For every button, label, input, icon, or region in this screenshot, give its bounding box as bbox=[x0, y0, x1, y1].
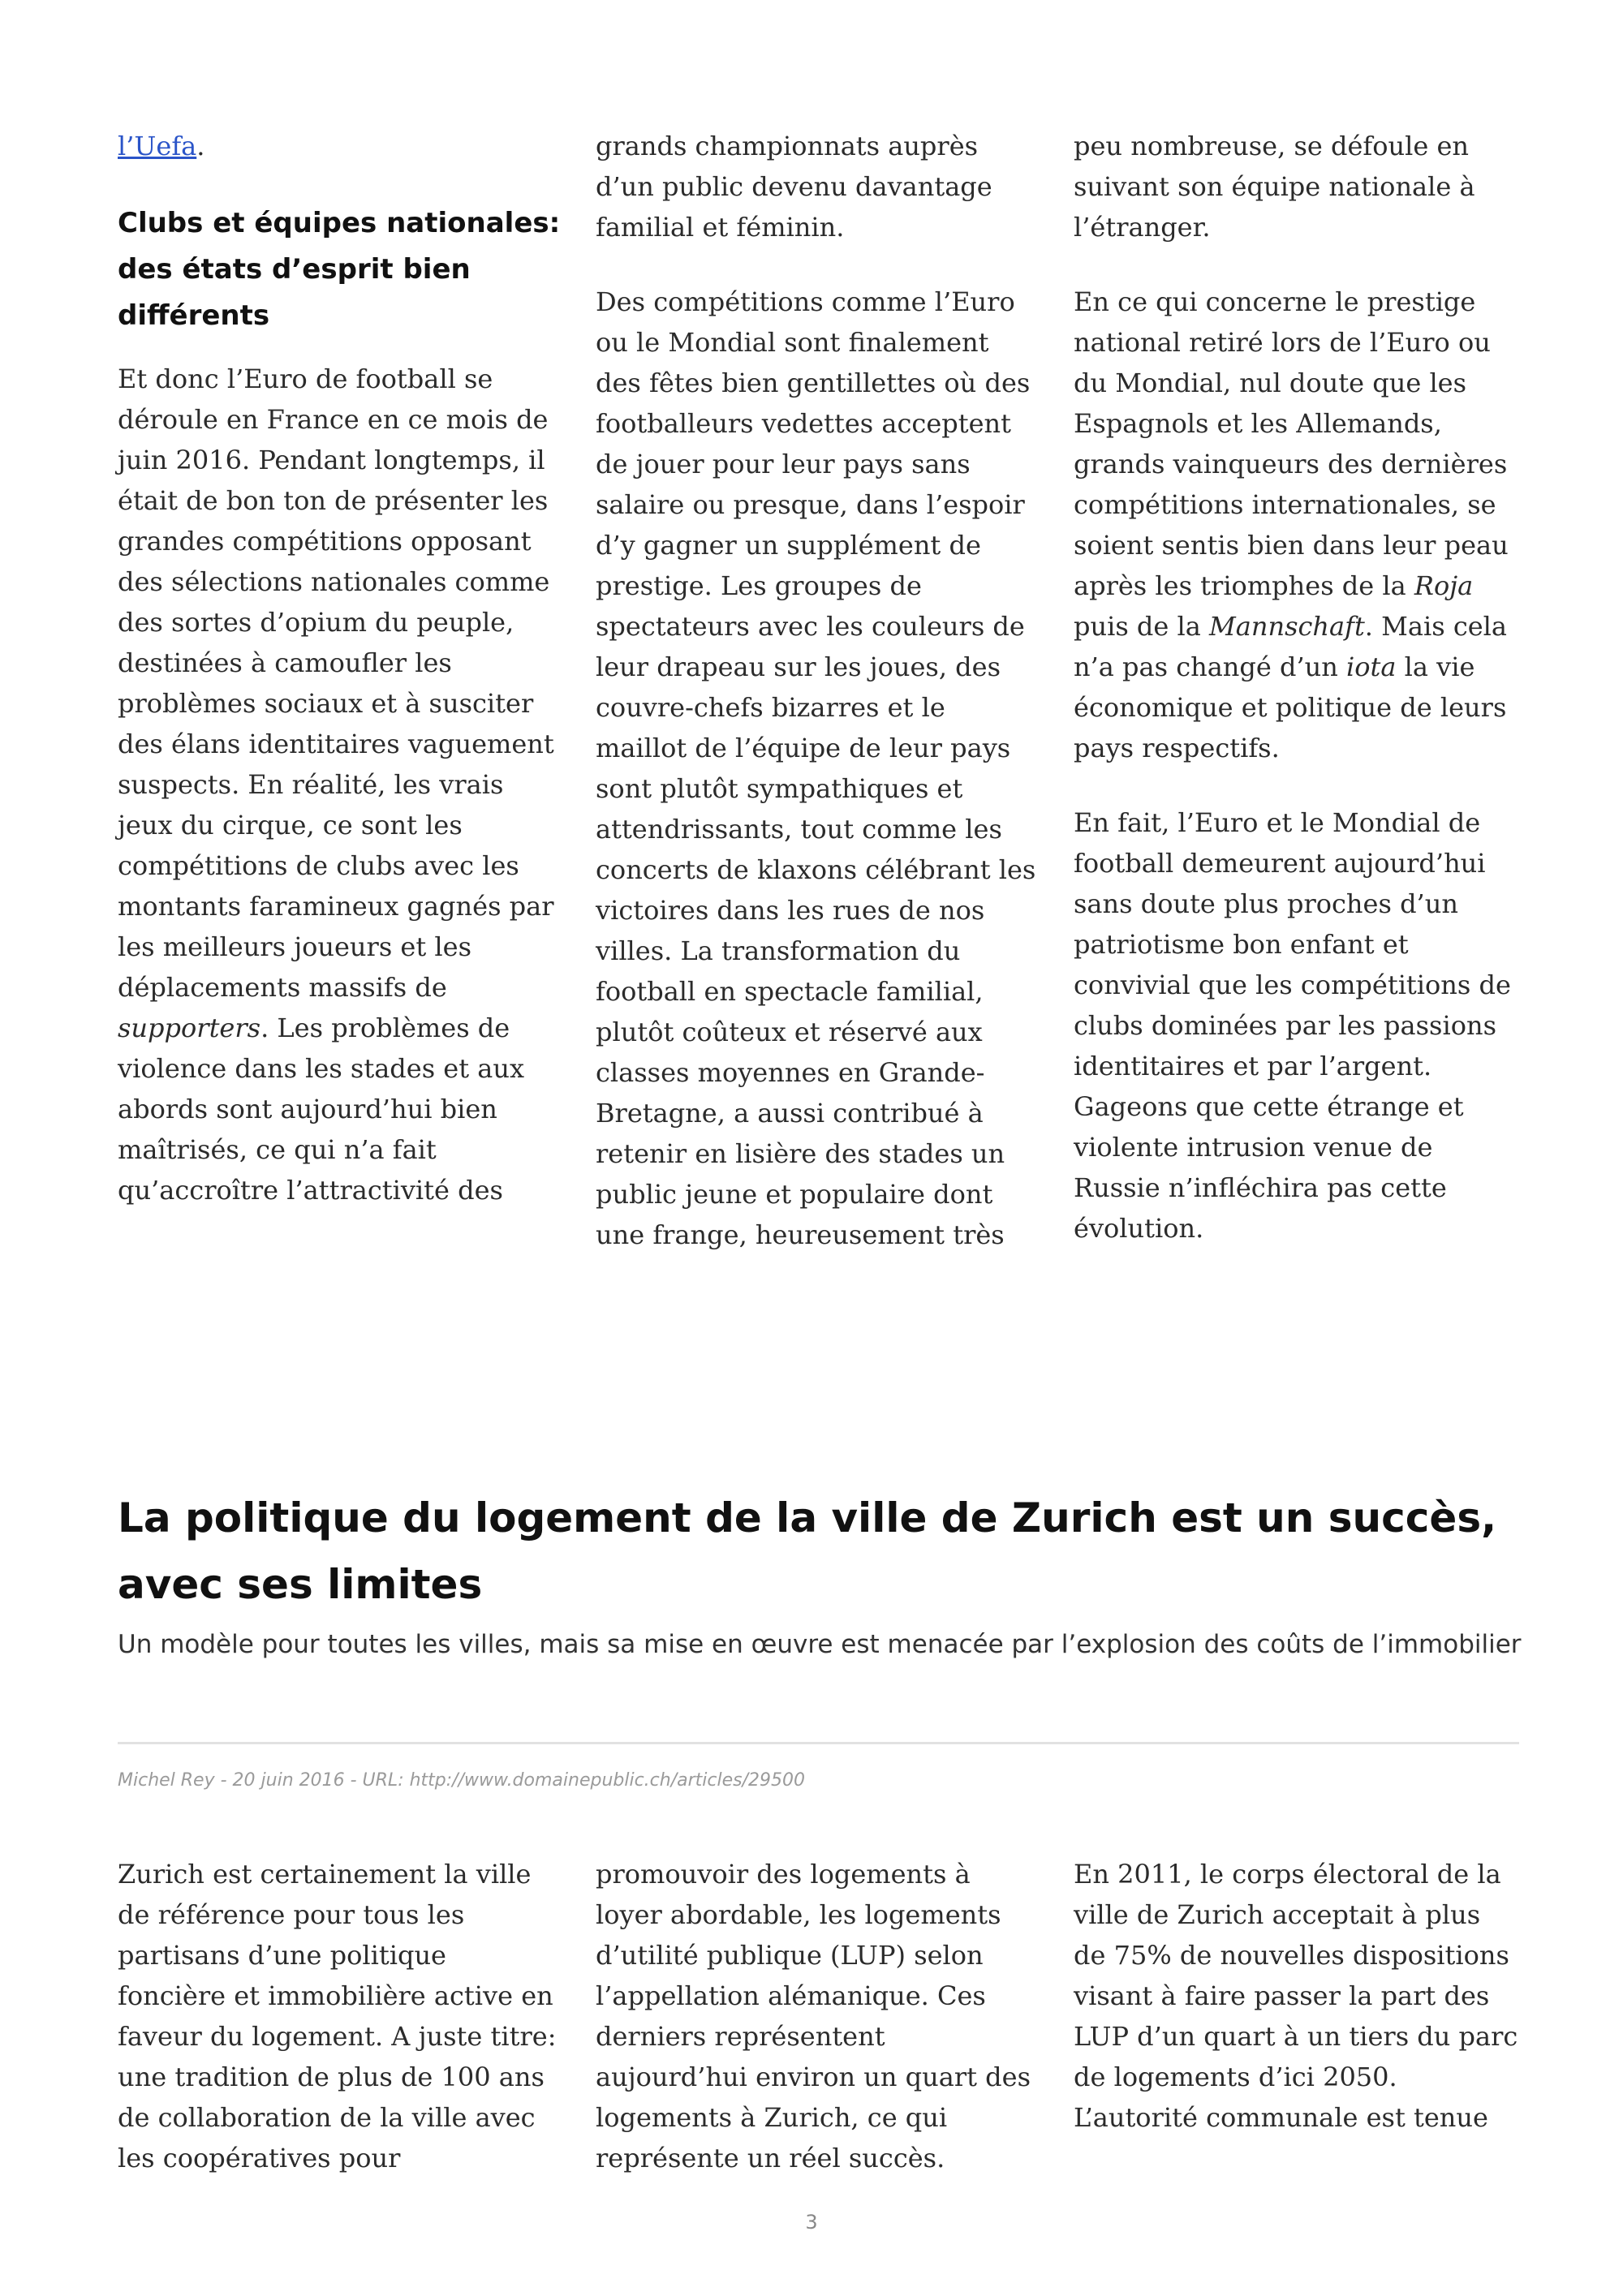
paragraph: En ce qui concerne le prestige national retiré lors de l’Euro ou du Mondial, nul doute que les Espagnols et les Allemands, grands vainqueurs des dernières compétitions internationales, se soient sentis bien dans leur peau après les triomphes de la Roja puis de la Mannschaft. Mais cela n’a pas changé d’un iota la vie économique et politique de leurs pays respectifs. bbox=[1074, 286, 1509, 763]
paragraph: peu nombreuse, se défoule en suivant son équipe nationale à l’étranger. bbox=[1074, 131, 1475, 243]
link-line: l’Uefa. bbox=[118, 131, 205, 161]
paragraph: En fait, l’Euro et le Mondial de football demeurent aujourd’hui sans doute plus proches d’un patriotisme bon enfant et convivial que les compétitions de clubs dominées par les passions identitaires et par l’argent. Gageons que cette étrange et violente intrusion venue de Russie n’infléchira pas cette évolution. bbox=[1074, 807, 1511, 1244]
paragraph: grands championnats auprès d’un public devenu davantage familial et féminin. bbox=[596, 131, 992, 243]
section-subheading: Clubs et équipes nationales: des états d’esprit bien différents bbox=[118, 207, 561, 332]
divider bbox=[118, 1742, 1519, 1744]
article-subtitle: Un modèle pour toutes les villes, mais sa mise en œuvre est menacée par l’explosion des coûts de l’immobilier bbox=[118, 1630, 1522, 1659]
article1-column-2 bbox=[596, 126, 1040, 1255]
article2-column-2 bbox=[596, 1854, 1040, 2178]
uefa-link[interactable]: l’Uefa bbox=[118, 131, 197, 161]
article-meta: Michel Rey - 20 juin 2016 - URL: http://www.domainepublic.ch/articles/29500 bbox=[118, 1770, 805, 1791]
page-number: 3 bbox=[805, 2211, 818, 2234]
paragraph: En 2011, le corps électoral de la ville de Zurich acceptait à plus de 75% de nouvelles dispositions visant à faire passer la part des LUP d’un quart à un tiers du parc de logements d’ici 2050. L’autorité communale est tenue bbox=[1074, 1859, 1518, 2133]
paragraph: promouvoir des logements à loyer abordable, les logements d’utilité publique (LUP) selon l’appellation alémanique. Ces derniers représentent aujourd’hui environ un quart des logements à Zurich, ce qui représente un réel succès. bbox=[596, 1859, 1031, 2173]
paragraph: Zurich est certainement la ville de référence pour tous les partisans d’une politique foncière et immobilière active en faveur du logement. A juste titre: une tradition de plus de 100 ans de collaboration de la ville avec les coopératives pour bbox=[118, 1859, 557, 2173]
article2-column-3 bbox=[1074, 1854, 1518, 2138]
article1-column-1 bbox=[118, 126, 562, 1210]
article-title: La politique du logement de la ville de Zurich est un succès, avec ses limites bbox=[118, 1494, 1497, 1608]
paragraph: Des compétitions comme l’Euro ou le Mondial sont finalement des fêtes bien gentillettes où des footballeurs vedettes acceptent de jouer pour leur pays sans salaire ou presque, dans l’espoir d’y gagner un supplément de prestige. Les groupes de spectateurs avec les couleurs de leur drapeau sur les joues, des couvre-chefs bizarres et le maillot de l’équipe de leur pays sont plutôt sympathiques et attendrissants, tout comme les concerts de klaxons célébrant les victoires dans les rues de nos villes. La transformation du football en spectacle familial, plutôt coûteux et réservé aux classes moyennes en Grande-Bretagne, a aussi contribué à retenir en lisière des stades un public jeune et populaire dont une frange, heureusement très bbox=[596, 286, 1036, 1250]
article2-column-1 bbox=[118, 1854, 562, 2178]
article1-column-3 bbox=[1074, 126, 1518, 1249]
paragraph: Et donc l’Euro de football se déroule en France en ce mois de juin 2016. Pendant longtemps, il était de bon ton de présenter les grandes compétitions opposant des sélections nationales comme des sortes d’opium du peuple, destinées à camoufler les problèmes sociaux et à susciter des élans identitaires vaguement suspects. En réalité, les vrais jeux du cirque, ce sont les compétitions de clubs avec les montants faramineux gagnés par les meilleurs joueurs et les déplacements massifs de supporters. Les problèmes de violence dans les stades et aux abords sont aujourd’hui bien maîtrisés, ce qui n’a fait qu’accroître l’attractivité des bbox=[118, 363, 554, 1206]
